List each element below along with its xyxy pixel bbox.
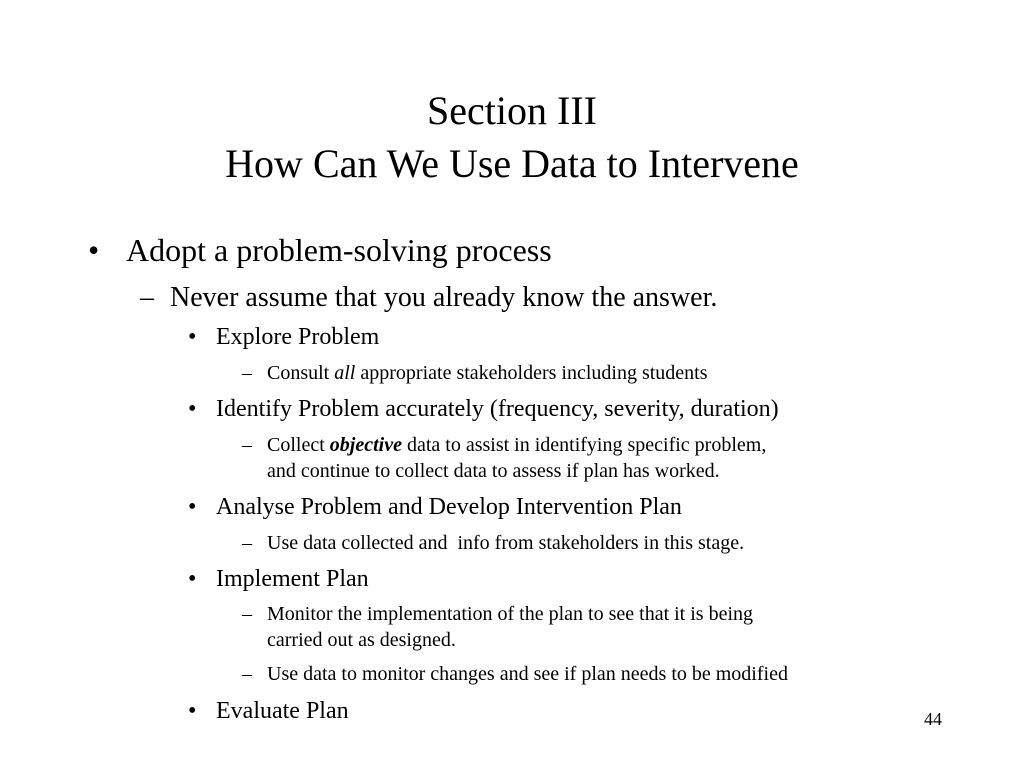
dash-mark: – [242, 362, 252, 384]
list-item-analyse [0, 493, 1024, 522]
list-item-text: Evaluate Plan [216, 698, 349, 724]
list-item-text: Adopt a problem-solving process [126, 232, 552, 268]
list-item-implement [0, 565, 1024, 594]
dash-mark: – [242, 532, 252, 554]
bullet-mark: • [188, 396, 197, 422]
bullet-mark: • [188, 698, 197, 724]
dash-mark: – [242, 434, 252, 456]
list-item-text: Monitor the implementation of the plan to see that it is being [267, 603, 754, 625]
list-item-monitor-continuation [0, 628, 1024, 653]
text-stakeholders: appropriate stakeholders including students [355, 362, 708, 384]
list-item-explore [0, 323, 1024, 352]
list-item-use-data-collected [0, 531, 1024, 556]
list-item-text: and continue to collect data to assess if plan has worked. [267, 460, 720, 482]
bullet-mark: • [188, 494, 197, 520]
dash-mark: – [140, 282, 154, 313]
list-item-text: Implement Plan [216, 566, 369, 592]
list-item-adopt [0, 231, 1024, 269]
emphasis-all: all [334, 362, 356, 384]
list-item-text: Never assume that you already know the answer. [170, 282, 718, 313]
list-item-evaluate [0, 697, 1024, 726]
text-identifying: data to assist in identifying specific problem, [401, 434, 767, 456]
list-item-collect-continuation [0, 459, 1024, 484]
list-item-identify [0, 395, 1024, 424]
list-item-never-assume [0, 281, 1024, 315]
bullet-mark: • [188, 566, 197, 592]
list-item-text: Analyse Problem and Develop Intervention Plan [216, 494, 682, 520]
list-item-text [267, 433, 766, 458]
slide-number: 44 [924, 709, 942, 729]
list-item-text: Explore Problem [216, 324, 380, 350]
list-item-text: Use data to monitor changes and see if plan needs to be modified [267, 663, 788, 685]
list-item-monitor-changes [0, 662, 1024, 687]
bullet-mark: • [188, 324, 197, 350]
text-collect: Collect [267, 434, 330, 456]
list-item-text: Identify Problem accurately (frequency, severity, duration) [216, 396, 779, 422]
list-item-text [267, 361, 708, 386]
list-item-collect [0, 433, 1024, 458]
dash-mark: – [242, 663, 252, 685]
emphasis-objective: objective [329, 434, 402, 456]
list-item-text: carried out as designed. [267, 629, 456, 651]
list-item-monitor-implementation [0, 602, 1024, 627]
list-item-consult [0, 361, 1024, 386]
title-line-1: Section III [427, 88, 597, 133]
title-line-2: How Can We Use Data to Intervene [225, 141, 799, 186]
text-consult: Consult [267, 362, 335, 384]
bullet-mark: • [88, 232, 100, 268]
list-item-text: Use data collected and info from stakeholders in this stage. [267, 532, 745, 554]
dash-mark: – [242, 603, 252, 625]
